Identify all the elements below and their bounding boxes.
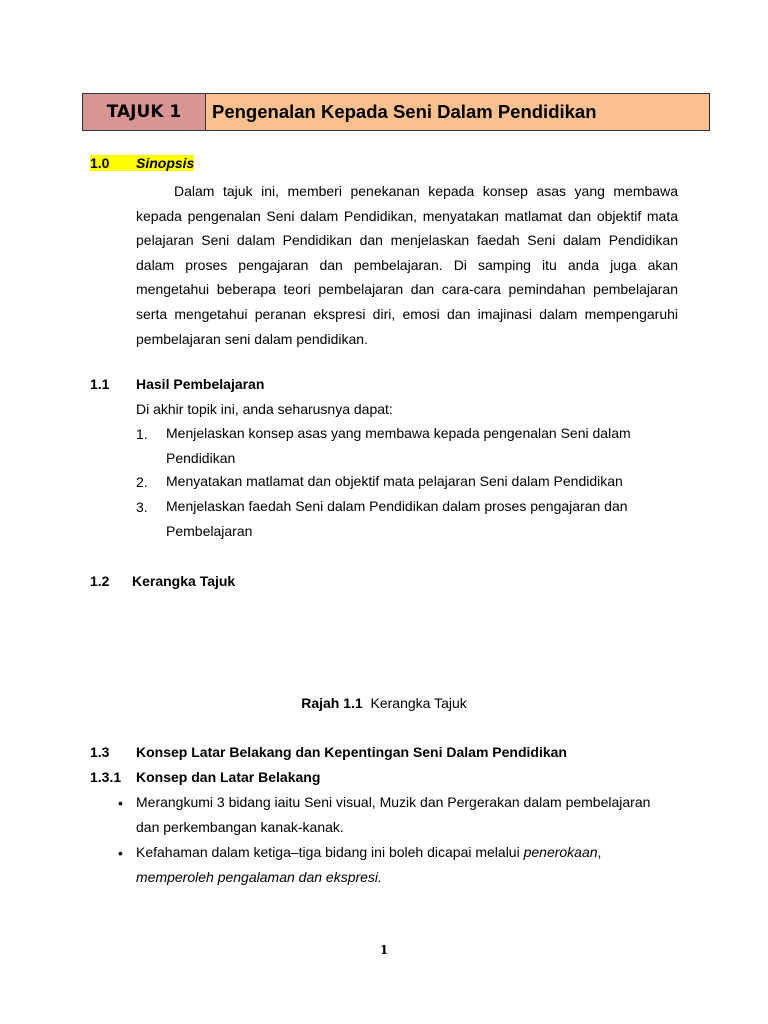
section-1-3-number: 1.3	[90, 744, 110, 760]
section-1-0-title: Sinopsis	[136, 155, 195, 171]
bullet-icon: •	[118, 845, 123, 861]
bullet-2-separator: ,	[597, 844, 602, 860]
outcome-2-number: 2.	[136, 474, 148, 490]
bullet-2-text	[136, 840, 681, 889]
topic-tag: TAJUK 1	[83, 94, 206, 130]
outcomes-intro: Di akhir topik ini, anda seharusnya dapat:	[136, 401, 393, 417]
section-1-1-number: 1.1	[90, 376, 110, 392]
outcome-2-text: Menyatakan matlamat dan objektif mata pelajaran Seni dalam Pendidikan	[166, 473, 623, 489]
section-1-0-number: 1.0	[90, 155, 155, 171]
figure-caption-text: Kerangka Tajuk	[370, 695, 467, 711]
page-number: 1	[379, 943, 389, 957]
outcome-3-text: Menjelaskan faedah Seni dalam Pendidikan dalam proses pengajaran dan Pembelajaran	[166, 498, 628, 539]
section-1-3-1-number: 1.3.1	[90, 769, 122, 785]
topic-header	[82, 93, 710, 131]
bullet-2-italic-1: penerokaan	[523, 844, 598, 860]
figure-label: Rajah 1.1	[301, 695, 363, 711]
outcome-3-number: 3.	[136, 499, 148, 515]
section-1-3-1-title: Konsep dan Latar Belakang	[136, 769, 321, 785]
bullet-1-text: Merangkumi 3 bidang iaitu Seni visual, Muzik dan Pergerakan dalam pembelajaran dan perkembangan kanak-kanak.	[136, 794, 651, 835]
section-1-1-title: Hasil Pembelajaran	[136, 376, 265, 392]
bullet-2-italic-2: memperoleh pengalaman dan ekspresi.	[136, 868, 382, 885]
section-1-3-title: Konsep Latar Belakang dan Kepentingan Seni Dalam Pendidikan	[136, 744, 567, 760]
topic-title: Pengenalan Kepada Seni Dalam Pendidikan	[206, 94, 709, 130]
section-1-2-number: 1.2	[90, 573, 110, 589]
bullet-icon: •	[118, 795, 123, 811]
bullet-2-plain: Kefahaman dalam ketiga–tiga bidang ini boleh dicapai melalui	[136, 844, 524, 860]
synopsis-paragraph: Dalam tajuk ini, memberi penekanan kepada konsep asas yang membawa kepada pengenalan Seni dalam Pendidikan, menyatakan matlamat dan objektif mata pelajaran Seni dalam Pendidikan dan menjelaskan faedah Seni dalam Pendidikan dalam proses pengajaran dan pembelajaran. Di samping itu anda juga akan mengetahui beberapa teori pembelajaran dan cara-cara pemindahan pembelajaran serta mengetahui peranan ekspresi diri, emosi dan imajinasi dalam mempengaruhi pembelajaran seni dalam pendidikan.	[136, 183, 678, 347]
outcome-1-text: Menjelaskan konsep asas yang membawa kepada pengenalan Seni dalam Pendidikan	[166, 425, 631, 466]
figure-caption	[0, 695, 768, 711]
outcome-1-number: 1.	[136, 426, 148, 442]
section-1-2-title: Kerangka Tajuk	[132, 573, 236, 589]
